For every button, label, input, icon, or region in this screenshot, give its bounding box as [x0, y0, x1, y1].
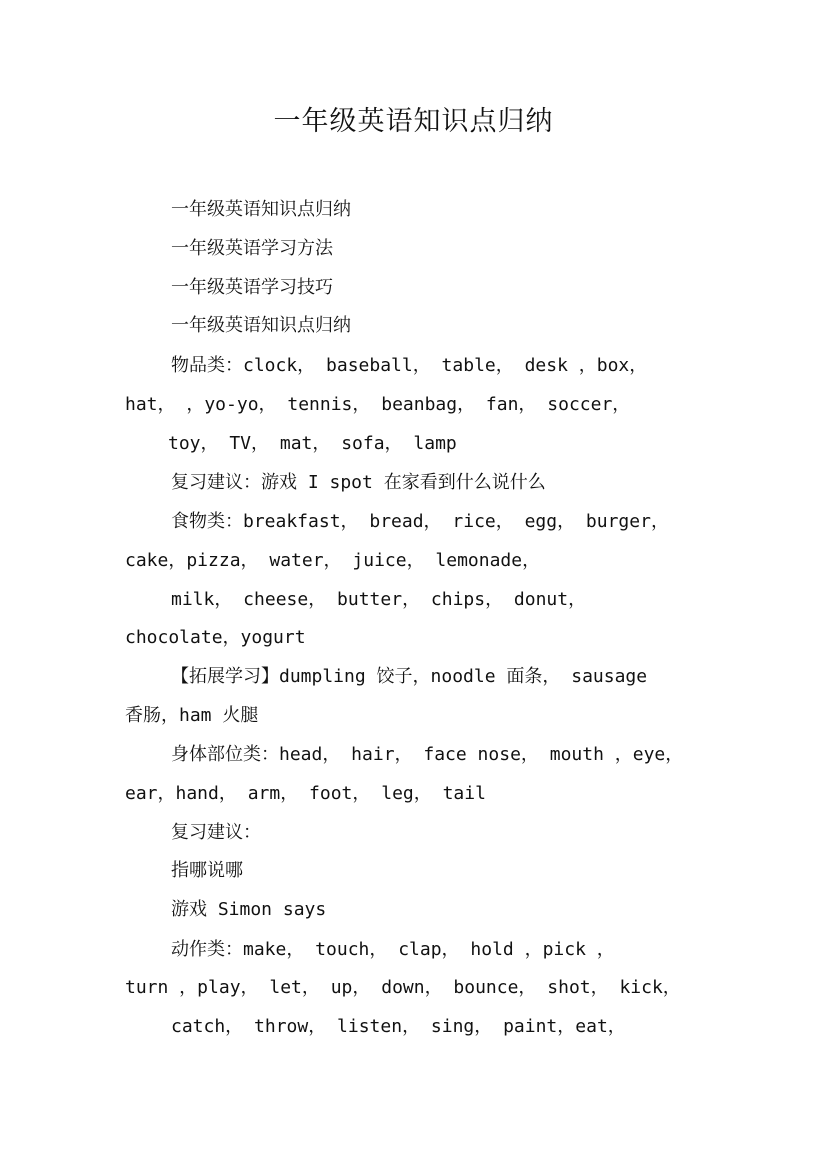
- text-line: 一年级英语学习方法: [171, 238, 333, 259]
- text-line: ear，hand， arm， foot， leg， tail: [125, 783, 486, 804]
- text-line: chocolate，yogurt: [125, 627, 306, 648]
- text-line: cake，pizza， water， juice， lemonade，: [125, 550, 541, 571]
- text-line: catch， throw， listen， sing， paint，eat，: [171, 1016, 626, 1037]
- text-line: 游戏 Simon says: [171, 899, 327, 920]
- text-line: 复习建议：: [171, 822, 261, 843]
- text-line: 复习建议：游戏 I spot 在家看到什么说什么: [171, 472, 546, 493]
- text-line: turn ，play， let， up， down， bounce， shot， kick，: [125, 977, 681, 998]
- text-line: 一年级英语知识点归纳: [171, 199, 351, 220]
- text-line: 一年级英语知识点归纳: [171, 315, 351, 336]
- document-title: 一年级英语知识点归纳: [273, 106, 554, 137]
- text-line: 身体部位类：head， hair， face nose， mouth ，eye，: [171, 744, 684, 765]
- text-line: 物品类：clock， baseball， table， desk ，box，: [171, 355, 648, 376]
- text-line: 指哪说哪: [171, 860, 243, 881]
- text-line: toy， TV， mat， sofa， lamp: [168, 433, 457, 454]
- text-line: hat， ，yo-yo， tennis， beanbag， fan， soccer，: [125, 394, 631, 415]
- text-line: 动作类：make， touch， clap， hold ，pick ，: [171, 939, 615, 960]
- text-line: milk， cheese， butter， chips， donut，: [171, 589, 587, 610]
- text-line: 香肠，ham 火腿: [125, 705, 259, 726]
- text-line: 食物类：breakfast， bread， rice， egg， burger，: [171, 511, 669, 532]
- text-line: 一年级英语学习技巧: [171, 277, 333, 298]
- text-line: 【拓展学习】dumpling 饺子，noodle 面条， sausage: [171, 666, 648, 687]
